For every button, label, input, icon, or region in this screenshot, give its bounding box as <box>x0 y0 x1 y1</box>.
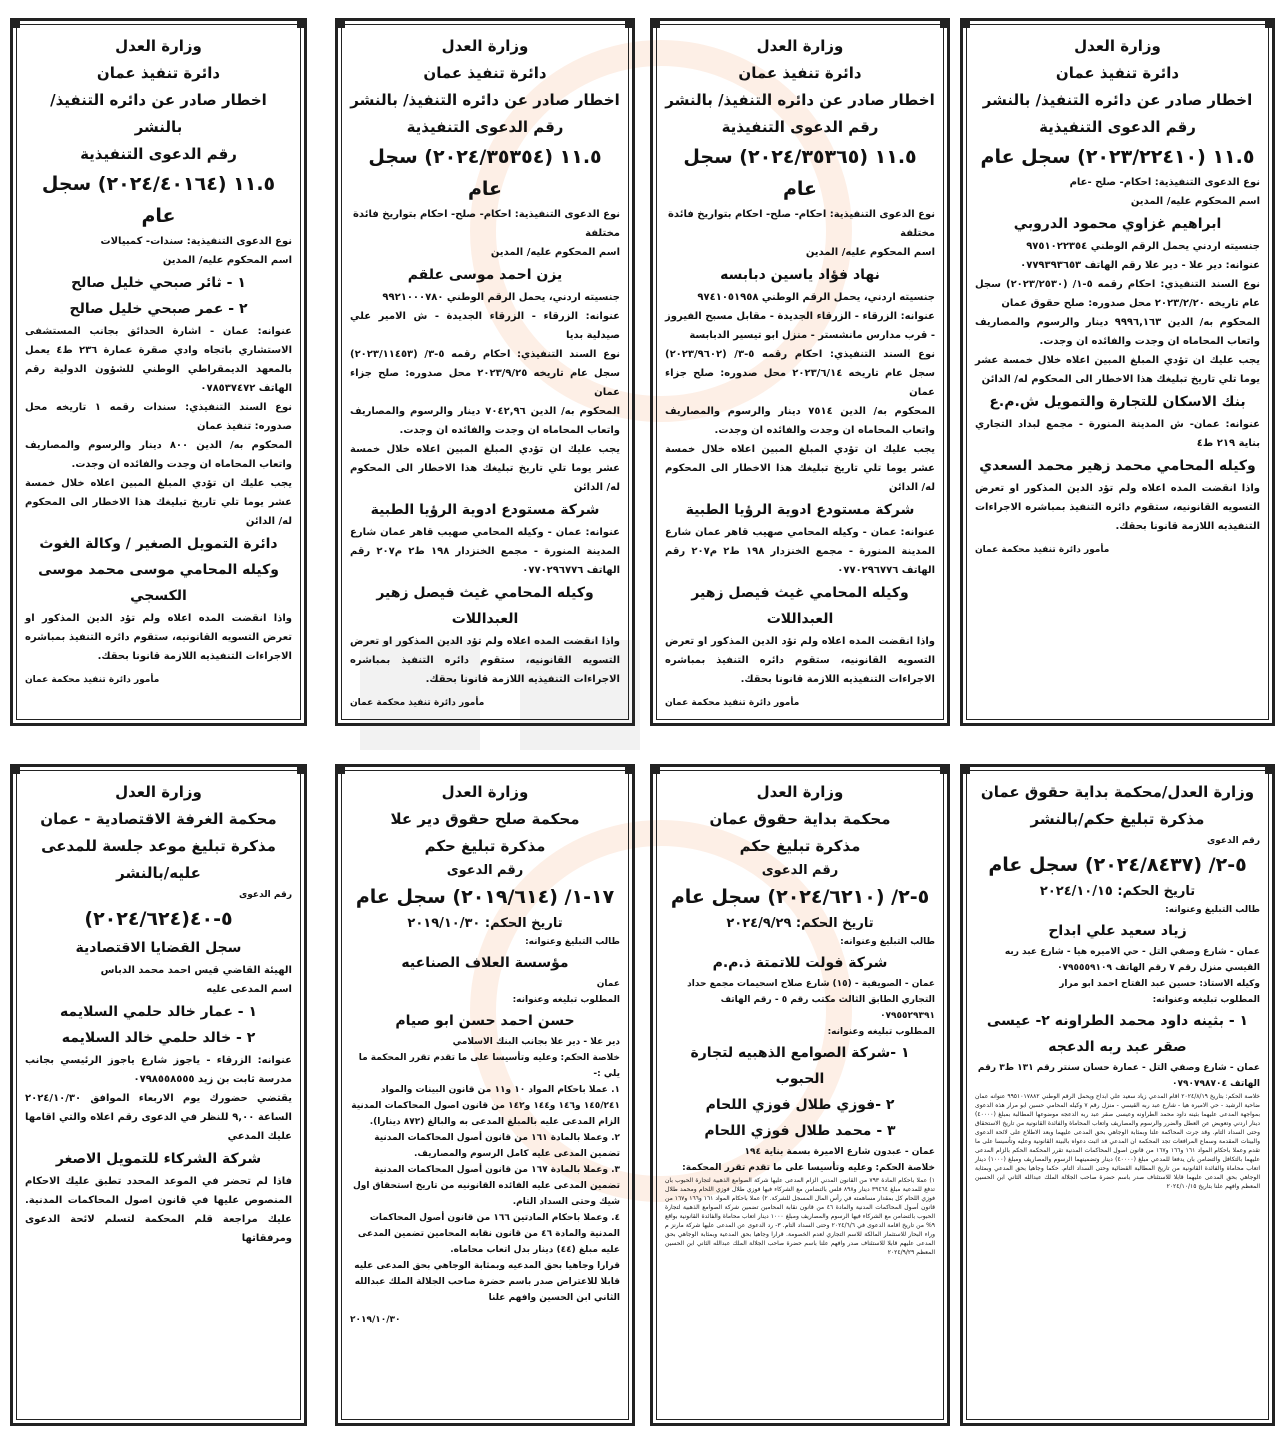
case-number: ١١.٥ (٢٠٢٤/٣٥٣٦٥) سجل عام <box>683 146 917 200</box>
notice-execution-22410 <box>960 18 1275 726</box>
notice-field: نوع الدعوى التنفيذية: احكام- صلح -عام <box>1069 177 1260 188</box>
notice-paragraph: يجب عليك ان تؤدي المبلغ المبين اعلاه خلال خمسة عشر يوما تلي تاريخ تبليغك هذا الاخطار الى المحكوم له/ الدائن <box>25 478 292 527</box>
party-name: دائرة التمويل الصغير / وكالة الغوث <box>39 536 278 552</box>
party-name: ٢ - خالد حلمي خالد السلايمه <box>61 1030 256 1046</box>
notice-execution-35365 <box>650 18 950 726</box>
notices-row-bottom <box>0 764 1285 1432</box>
notice-paragraph: عنوانه: عمان - وكيله المحامي صهيب قاهر عمان شارع المدينة المنورة - مجمع الخنزدار ١٩٨ ط٢ م٢٠٧ رقم الهاتف ٠٧٧٠٢٩٦٧٧٦ <box>665 527 935 576</box>
notice-heading: وزارة العدل <box>441 37 529 55</box>
notice-field: جنسيته اردني، يحمل الرقم الوطني ٩٩٢١٠٠٠٧٨٠ <box>382 292 620 303</box>
notice-execution-35354 <box>335 18 635 726</box>
notice-heading: وزارة العدل <box>441 783 529 801</box>
notice-label: عمان - عبدون شارع الاميرة بسمة بناية ١٩٤ <box>744 1147 935 1157</box>
notice-label: طالب التبليغ وعنوانه: <box>840 937 935 947</box>
case-number: ١٧-١/ (٢٠١٩/٦١٤) سجل عام <box>355 886 615 908</box>
notice-paragraph: المحكوم به/ الدين ٧٠٤٢,٩٦ دينار والرسوم والمصاريف واتعاب المحاماه ان وجدت والفائده ان وجدت. <box>350 406 621 436</box>
notice-field: جنسيته اردني، يحمل الرقم الوطني ٩٧٤١٠٥١٩٥٨ <box>697 292 935 303</box>
notice-heading: دائرة تنفيذ عمان <box>96 64 221 82</box>
notice-field: نوع الدعوى التنفيذية: احكام- صلح- احكام بتواريخ فائدة مختلفة <box>668 209 935 239</box>
notice-judgment-6210 <box>650 764 950 1426</box>
notice-heading: مذكرة تبليغ حكم <box>424 837 546 855</box>
notice-heading: محكمة الغرفة الاقتصادية - عمان <box>40 810 277 828</box>
party-name: ٢ -فوزي طلال فوزي اللحام <box>705 1097 895 1113</box>
notice-heading: مذكرة تبليغ حكم/بالنشر <box>1030 810 1205 828</box>
party-name: وكيله المحامي غيث فيصل زهير العبداللات <box>376 585 594 627</box>
notice-label: طالب التبليغ وعنوانه: <box>1165 905 1260 915</box>
notice-heading: اخطار صادر عن دائره التنفيذ/ بالنشر <box>982 91 1253 109</box>
notice-date: رقم الدعوى <box>446 863 524 878</box>
notice-label: عمان - الصويفية - (١٥) شارع صلاح اسحيمات مجمع حداد التجاري الطابق الثالث مكتب رقم ٥ - رقم الهاتف ٠٧٩٥٥٢٩٣٩١ <box>687 979 935 1021</box>
notice-label: عمان - شارع وصفي التل - عمارة حسان سنتر رقم ١٣١ ط٣ رقم الهاتف ٠٧٩٠٧٩٨٧٠٤ <box>977 1063 1260 1089</box>
notice-field: اسم المحكوم عليه/ المدين <box>162 255 292 266</box>
signature: مأمور دائرة تنفيذ محكمة عمان <box>665 698 800 708</box>
party-name: شركة مستودع ادوية الرؤيا الطبية <box>685 502 915 518</box>
notice-label: ٣. وعملا بالمادة ١٦٧ من قانون أصول المحاكمات المدنية تضمين المدعى عليه الفائده القانونيه من تاريخ استحقاق اول شيك وحتى السداد التام. <box>352 1165 620 1207</box>
notice-field: اسم المحكوم عليه/ المدين <box>805 247 935 258</box>
notice-date: تاريخ الحكم: ٢٠١٩/١٠/٣٠ <box>407 916 563 931</box>
notice-heading: دائرة تنفيذ عمان <box>738 64 862 82</box>
notice-paragraph: نوع السند التنفيذي: احكام رقمه ٥-٣/ (٢٠٢٣/١١٤٥٣) سجل عام تاريخه ٢٠٢٣/٩/٢٥ محل صدوره: صلح جزاء عمان <box>350 349 620 398</box>
notice-field: عنوانه: دير علا - دير علا رقم الهاتف ٠٧٧٩٣٩٣٦٥٣ <box>1020 260 1260 271</box>
notice-date: تاريخ الحكم: ٢٠٢٤/١٠/١٥ <box>1039 884 1196 899</box>
notice-heading: دائرة تنفيذ عمان <box>1055 64 1180 82</box>
notice-label: خلاصة الحكم: وعليه وتأسيسا على ما تقدم تقرر المحكمة ما يلي :- <box>358 1053 620 1079</box>
notice-heading: رقم الدعوى التنفيذية <box>406 118 564 136</box>
party-name: ١ -شركة الصوامع الذهبيه لتجارة الحبوب <box>690 1045 910 1087</box>
notice-heading: محكمة بداية حقوق عمان <box>709 810 891 828</box>
notice-paragraph: عنوانه: الزرقاء - الزرقاء الجديدة - ش الامير علي صيدلية بديا <box>350 311 620 341</box>
notice-label: ١. عملا باحكام المواد ١٠ و١١ من قانون البينات والمواد ١٤٥/٢٤١ و١٤٦ و١٤٤ و١٤٢ من قانون اصول المحاكمات المدنية الزام المدعى عليه بالمبلغ المدعى به والبالغ (٨٧٢ دينارا). <box>351 1085 620 1127</box>
notice-paragraph: عنوانه: عمان - اشارة الحدائق بجانب المستشفى الاستشاري باتجاه وادي صقرة عمارة ٢٣٦ ط٤ يعمل بالمعهد الديمقراطي الوطني للشؤون الدولية رقم الهاتف ٠٧٨٥٣٧٤٧٢ <box>25 326 292 394</box>
notice-paragraph: نوع السند التنفيذي: احكام رقمه ٥-١/ (٢٠٢٣/٢٥٣٠) سجل عام تاريخه ٢٠٢٣/٢/٢٠ محل صدوره: صلح حقوق عمان <box>975 279 1260 309</box>
notice-label: قرارا وجاهيا بحق المدعيه وبمثابة الوجاهي بحق المدعى عليه قابلا للاعتراض صدر باسم حضرة صاحب الجلالة الملك عبدالله الثاني ابن الحسين وافهم علنا <box>354 1261 620 1303</box>
notice-field: نوع الدعوى التنفيذية: سندات- كمبيالات <box>100 236 292 247</box>
notice-date: رقم الدعوى <box>761 863 839 878</box>
notice-paragraph: عنوانه: الزرقاء - ياجوز شارع ياجوز الرئيسي بجانب مدرسة ثابت بن زيد ٠٧٩٨٥٥٨٥٥٥ <box>25 1055 292 1085</box>
notice-heading: وزارة العدل <box>115 37 202 55</box>
party-name: سجل القضايا الاقتصادية <box>75 940 242 956</box>
notice-field: الهيئة القاضي قيس احمد محمد الدباس <box>100 965 292 976</box>
party-name: مؤسسة العلاف الصناعيه <box>401 955 569 971</box>
notice-paragraph: يجب عليك ان تؤدي المبلغ المبين اعلاه خلال خمسة عشر يوما تلي تاريخ تبليغك هذا الاخطار الى المحكوم له/ الدائن <box>975 355 1260 385</box>
notice-label: عمان <box>596 979 620 989</box>
party-name: ٢ - عمر صبحي خليل صالح <box>69 301 248 317</box>
party-name: شركة الشركاء للتمويل الاصغر <box>55 1151 262 1167</box>
notice-heading: محكمة صلح حقوق دير علا <box>390 810 580 828</box>
case-number: ٥-٢/ (٢٠٢٤/٨٤٣٧) سجل عام <box>988 854 1247 876</box>
party-name: زياد سعيد علي ابداح <box>1048 923 1187 939</box>
signature: ٢٠١٩/١٠/٣٠ <box>350 1315 401 1325</box>
notice-label: رقم الدعوى <box>1207 836 1260 846</box>
party-name: شركة فولت للاتمتة ذ.م.م <box>712 955 888 971</box>
notice-paragraph: واذا انقضت المده اعلاه ولم تؤد الدين المذكور او تعرض التسويه القانونيه، ستقوم دائره التنفيذ بمباشره الاجراءات التنفيذيه اللازمة قانونا بحقك. <box>975 483 1260 532</box>
notice-paragraph: نوع السند التنفيذي: سندات رقمه ١ تاريخه محل صدوره: تنفيذ عمان <box>25 402 292 432</box>
notice-field: اسم المدعى عليه <box>206 984 292 995</box>
case-number: ٥-٤٠(٢٠٢٤/٦٢٤) <box>84 908 233 930</box>
signature: مأمور دائرة تنفيذ محكمة عمان <box>25 675 160 685</box>
notice-label: خلاصة الحكم: وعليه وتأسيسا على ما تقدم تقرر المحكمة: <box>682 1163 935 1173</box>
party-name: بنك الاسكان للتجارة والتمويل ش.م.ع <box>989 394 1246 410</box>
case-number: ١١.٥ (٢٠٢٤/٣٥٣٥٤) سجل عام <box>368 146 602 200</box>
notice-paragraph: يجب عليك ان تؤدي المبلغ المبين اعلاه خلال خمسة عشر يوما تلي تاريخ تبليغك هذا الاخطار الى المحكوم له/ الدائن <box>350 444 620 493</box>
notice-date: تاريخ الحكم: ٢٠٢٤/٩/٢٩ <box>726 916 874 931</box>
party-name: يزن احمد موسى علقم <box>407 267 563 283</box>
notice-paragraph: نوع السند التنفيذي: احكام رقمه ٥-٣/ (٢٠٢٣/٩٦٠٢) سجل عام تاريخه ٢٠٢٣/٦/١٤ محل صدوره: صلح جزاء عمان <box>665 349 935 398</box>
notice-label: عمان - شارع وصفي التل - حي الاميره هيا - شارع عبد ربه القيسي منزل رقم ٧ رقم الهاتف ٠٧٩٥٥٥٩١٠٩ <box>1004 947 1260 973</box>
party-name: ٣ - محمد طلال فوزي اللحام <box>704 1123 896 1139</box>
notice-heading: مذكرة تبليغ موعد جلسة للمدعى عليه/بالنشر <box>41 837 276 882</box>
notice-judgment-614 <box>335 764 635 1426</box>
party-name: ١ - ثائر صبحي خليل صالح <box>71 275 246 291</box>
party-name: وكيله المحامي موسى محمد موسى الكسجي <box>38 562 279 604</box>
notice-paragraph: واذا انقضت المده اعلاه ولم تؤد الدين المذكور او تعرض التسويه القانونيه، ستقوم دائره التنفيذ بمباشره الاجراءات التنفيذيه اللازمة قانونا بحقك. <box>350 636 620 685</box>
notice-paragraph: عنوانه: الزرقاء - الزرقاء الجديدة - مقابل مسبح الفيروز - قرب مدارس مانشستر - منزل ابو تيسير الدبابسة <box>665 311 935 341</box>
notice-paragraph: المحكوم به/ الدين ٨٠٠ دينار والرسوم والمصاريف واتعاب المحاماه ان وجدت والفائده ان وجدت. <box>25 440 292 470</box>
notice-field: جنسيته اردني يحمل الرقم الوطني ٩٧٥١٠٢٢٣٥٤ <box>1026 241 1260 252</box>
case-number: ٥-٢/ (٢٠٢٤/٦٢١٠) سجل عام <box>670 886 930 908</box>
case-number: ١١.٥ (٢٠٢٤/٤٠١٦٤) سجل عام <box>41 173 276 227</box>
notice-paragraph: يجب عليك ان تؤدي المبلغ المبين اعلاه خلال خمسة عشر يوما تلي تاريخ تبليغك هذا الاخطار الى المحكوم له/ الدائن <box>665 444 935 493</box>
notice-label: المطلوب تبليغه وعنوانه: <box>827 1027 935 1037</box>
notice-heading: وزارة العدل <box>1074 37 1161 55</box>
notice-judgment-8437 <box>960 764 1275 1426</box>
party-name: ١ - عمار خالد حلمي السلايمه <box>59 1004 258 1020</box>
notice-label: المطلوب تبليغه وعنوانه: <box>1152 995 1260 1005</box>
notice-paragraph: المحكوم به/ الدين ٧٥١٤ دينار والرسوم والمصاريف واتعاب المحاماه ان وجدت والفائده ان وجدت. <box>665 406 936 436</box>
notice-field: اسم المحكوم عليه/ المدين <box>490 247 620 258</box>
notice-heading: وزارة العدل <box>756 37 844 55</box>
notice-heading: دائرة تنفيذ عمان <box>423 64 547 82</box>
party-name: نهاد فؤاد ياسين دبابسه <box>720 267 880 283</box>
signature: مأمور دائرة تنفيذ محكمة عمان <box>350 698 485 708</box>
notice-heading: اخطار صادر عن دائره التنفيذ/ بالنشر <box>665 91 935 109</box>
party-name: ١ - بثينه داود محمد الطراونه ٢- عيسى صقر عبد ربه الدعجه <box>986 1013 1249 1055</box>
party-name: شركة مستودع ادوية الرؤيا الطبية <box>370 502 600 518</box>
notice-heading: اخطار صادر عن دائره التنفيذ/ بالنشر <box>350 91 620 109</box>
notice-field: اسم المحكوم عليه/ المدين <box>1130 196 1260 207</box>
notice-heading: رقم الدعوى التنفيذية <box>1039 118 1196 136</box>
notice-label: ٢. وعملا بالمادة ١٦١ من قانون أصول المحاكمات المدنية تضمين المدعى عليه كامل الرسوم والمصاريف. <box>374 1133 620 1159</box>
notice-heading: اخطار صادر عن دائره التنفيذ/ بالنشر <box>50 91 267 136</box>
notice-paragraph: عنوانه: عمان - وكيله المحامي صهيب قاهر عمان شارع المدينة المنورة - مجمع الخنزدار ١٩٨ ط٢ م٢٠٧ رقم الهاتف ٠٧٧٠٢٩٦٧٧٦ <box>350 527 620 576</box>
notice-execution-40164 <box>10 18 307 726</box>
notice-paragraph: عنوانه: عمان- ش المدينة المنورة - مجمع لبداد التجاري بناية ٢١٩ ط٤ <box>975 419 1260 449</box>
party-name: ابراهيم غزاوي محمود الدروبي <box>1013 216 1222 232</box>
party-name: حسن احمد حسن ابو صيام <box>395 1013 575 1029</box>
notice-label: رقم الدعوى <box>239 890 292 900</box>
notice-heading: وزارة العدل <box>756 783 844 801</box>
notice-paragraph: المحكوم به/ الدين ٩٩٩٦,١٦٣ دينار والرسوم والمصاريف واتعاب المحاماه ان وجدت والفائده ان وجدت. <box>975 317 1260 347</box>
notice-paragraph: يقتضي حضورك يوم الاربعاء الموافق ٢٠٢٤/١٠/٣٠ الساعة ٩,٠٠ للنظر في الدعوى رقم اعلاه والتي اقامها عليك المدعي <box>25 1093 292 1142</box>
party-name: وكيله المحامي محمد زهير محمد السعدي <box>979 458 1256 474</box>
notice-label: دير علا - دير علا بجانب البنك الاسلامي <box>452 1037 620 1047</box>
signature: مأمور دائرة تنفيذ محكمة عمان <box>975 545 1110 555</box>
party-name: وكيله المحامي غيث فيصل زهير العبداللات <box>691 585 909 627</box>
notice-heading: رقم الدعوى التنفيذية <box>721 118 879 136</box>
notice-label: المطلوب تبليغه وعنوانه: <box>512 995 620 1005</box>
case-number: ١١.٥ (٢٠٢٣/٢٢٤١٠) سجل عام <box>980 146 1255 168</box>
notice-label: وكيله الاستاذ: حسين عبد الفتاح احمد ابو مرار <box>1059 979 1260 989</box>
notice-heading: وزارة العدل/محكمة بداية حقوق عمان <box>980 783 1255 801</box>
notice-field: نوع الدعوى التنفيذية: احكام- صلح- احكام بتواريخ فائدة مختلفة <box>353 209 620 239</box>
notice-label: ٤. وعملا باحكام المادتين ١٦٦ من قانون أصول المحاكمات المدنية والمادة ٤٦ من قانون نقابه المحامين تضمين المدعى عليه مبلغ (٤٤) دينار بدل اتعاب محاماه. <box>357 1213 620 1255</box>
notice-paragraph: فاذا لم تحضر في الموعد المحدد تطبق عليك الاحكام المنصوص عليها في قانون اصول المحاكمات المدنية. عليك مراجعة قلم المحكمة لتسلم لائحة الدعوى ومرفقاتها <box>25 1176 292 1244</box>
notice-hearing-624 <box>10 764 307 1426</box>
notice-heading: مذكرة تبليغ حكم <box>739 837 861 855</box>
notice-heading: وزارة العدل <box>115 783 202 801</box>
notice-paragraph: واذا انقضت المده اعلاه ولم تؤد الدين المذكور او تعرض التسويه القانونيه، ستقوم دائره التنفيذ بمباشره الاجراءات التنفيذيه اللازمة قانونا بحقك. <box>665 636 935 685</box>
judgment-summary: ١) عملا باحكام المادة ٧٩٣ من القانون المدني الزام المدعى عليها شركة الصوامع الذهبية لتجارة الحبوب بان تدفع للمدعية مبلغ ٣٩٤٦٤ دينار و٨٩٨ فلس بالتضامن مع الشركاء فيها فوزي طلال فوزي اللحام ومحمد طلال فوزي اللحام كل بمقدار مساهمته في رأس المال المسجل للشركة. ٢) عملا باحكام المواد ١٦١ و١٦٦ و١٦٧ من قانون أصول المحاكمات المدنية والمادة ٤٦ من قانون نقابة المحامين تضمين شركة الصوامع الذهبية لتجارة الحبوب بالتضامن مع الشركاء فيها الرسوم والمصاريف ومبلغ ١٠٠٠ دينار اتعاب محاماة والفائدة القانونية بواقع ٩% من تاريخ اقامة الدعوى في ٢٠٢٤/٦/٦ وحتى السداد التام. ٣- رد الدعوى عن المدعى عليها شركة مارنز م وراء البحار للاستثمار المالكة للاسم التجاري لعدم الخصومة. قرارا وجاهيا بحق المدعية وبمثابة الوجاهي بحق المدعى عليهم قابلا للاستئناف صدر وافهم علنا باسم حضرة صاحب الجلالة الملك عبدالله الثاني ابن الحسين المعظم ٢٠٢٤/٩/٢٩ <box>665 1177 936 1256</box>
judgment-summary: خلاصة الحكم: بتاريخ ٢٠٢٤/٨/١٩ اقام المدعي زياد سعيد علي ابداح ويحمل الرقم الوطني ٩٩٥١٠١٧٨٨٢ عنوانه عمان ضاحية الرشيد - حي الاميره هيا - شارع عبد ربه القيسي - منزل رقم ٧ وكيله المحامي حسين ابو مرار هذه الدعوى بمواجهة المدعى عليهما بثينه داود محمد الطراونه وعيسى صقر عبد ربه الدعجه موضوعها المطالبة بمبلغ (٤٠٠٠٠) دينار اردني وتعويض عن العطل والضرر والرسوم والمصاريف واتعاب المحاماة والفائدة القانونية من تاريخ الاستحقاق وحتى السداد التام. وقد جرت المحاكمة علنا وبمثابة الوجاهي بحق المدعى عليهما وبعد الاطلاع على لائحة الدعوى والبينات المقدمة وسماع المرافعات تجد المحكمة ان المدعي قد اثبت دعواه بالبينة القانونية وعليه وتأسيسا على ما تقدم وعملا باحكام المواد ١٦١ و١٦٦ و١٦٧ من قانون اصول المحاكمات المدنية تقرر المحكمة الحكم بالزام المدعى عليهما بالتكافل والتضامن بان يدفعا للمدعي مبلغ (٤٠٠٠٠) دينار وتضمينهما الرسوم والمصاريف ومبلغ (١٠٠٠) دينار اتعاب محاماة والفائدة القانونية من تاريخ المطالبة القضائية وحتى السداد التام. حكما وجاهيا بحق المدعي وبمثابة الوجاهي بحق المدعى عليهما قابلا للاستئناف صدر باسم حضرة صاحب الجلالة الملك عبدالله الثاني ابن الحسين المعظم وافهم علنا بتاريخ ٢٠٢٤/١٠/١٥ <box>975 1093 1260 1190</box>
notice-label: طالب التبليغ وعنوانه: <box>525 937 620 947</box>
notice-heading: رقم الدعوى التنفيذية <box>80 145 237 163</box>
notice-paragraph: واذا انقضت المده اعلاه ولم تؤد الدين المذكور او تعرض التسويه القانونيه، ستقوم دائره التنفيذ بمباشره الاجراءات التنفيذيه اللازمة قانونا بحقك. <box>25 613 292 662</box>
